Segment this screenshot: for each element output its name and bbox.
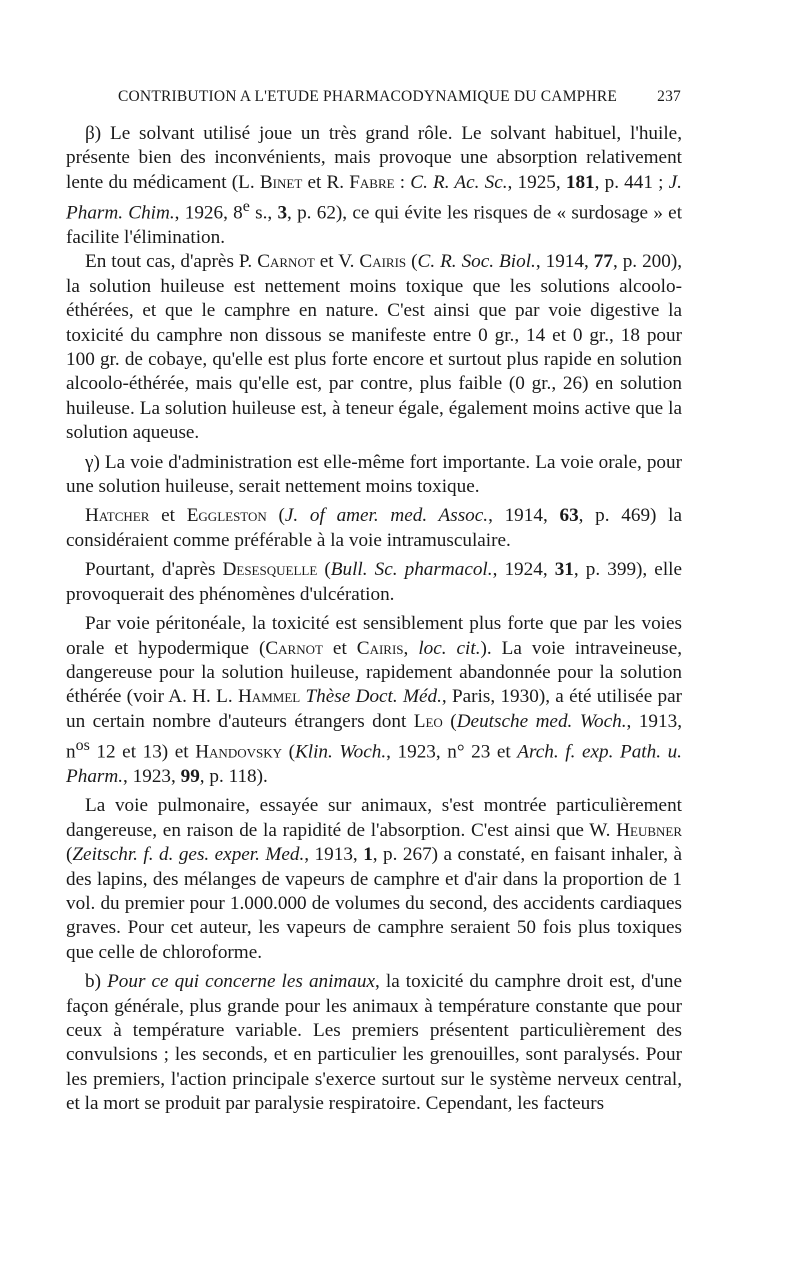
text-run: , 1913, [304, 844, 364, 866]
text-run: γ) La voie d'administration est elle-même fort importante. La voie orale, pour une solution huileuse, serait nettement moins toxique. [66, 451, 682, 498]
text-run: , 1913, n [66, 710, 682, 763]
text-run: , p. 441 ; [594, 171, 669, 193]
text-run: , 1926, 8 [174, 202, 243, 224]
text-run: , 1914, [488, 505, 560, 527]
page-number: 237 [657, 88, 681, 105]
text-run: , p. 200), la solution huileuse est nettement moins toxique que les solutions alcoolo-éthérées, et que le camphre en nature. C'est ainsi que par voie digestive la toxicité du camphre non dissous se manifeste entre 0 gr., 14 et 0 gr., 18 pour 100 gr. de cobaye, qu'elle est plus forte encore et surtout plus rapide en solution alcoolo-éthérée, mais qu'elle est, par contre, plus faible (0 gr., 26) en solution huileuse. La solution huileuse est, à teneur égale, également moins active que la solution aqueuse. [66, 251, 683, 444]
text-run: , Paris, 1930), a été utilisée par un certain nombre d'auteurs étrangers dont [66, 686, 683, 732]
text-run: et V. [314, 251, 360, 273]
italic-citation: C. R. Soc. Biol. [417, 251, 536, 273]
text-run: b) [85, 971, 108, 993]
text-run: ( [317, 559, 331, 581]
italic-citation: Thèse Doct. Méd. [305, 686, 442, 708]
paragraph-peritoneal [66, 612, 682, 789]
text-run: , 1923, n° 23 et [386, 741, 518, 763]
text-run: et [322, 637, 357, 659]
italic-citation: Deutsche med. Woch. [456, 710, 627, 732]
text-run: Pourtant, d'après [85, 559, 223, 581]
author-name: Carnot [257, 251, 315, 273]
paragraph-beta-solvent [66, 122, 682, 250]
author-name: Handovsky [195, 741, 282, 763]
paragraph-carnot-cairis [66, 250, 682, 445]
body-text [66, 122, 682, 1117]
text-run: ( [442, 710, 457, 732]
author-name: Hammel [237, 686, 301, 708]
text-run: ( [406, 251, 418, 273]
italic-citation: Klin. Woch. [294, 741, 387, 763]
text-run: , 1923, [123, 765, 181, 787]
paragraph-hatcher-eggleston [66, 504, 682, 553]
author-name: Binet [259, 171, 303, 193]
author-name: Heubner [616, 819, 682, 841]
bold-volume: 99 [180, 765, 200, 787]
text-run: s., [249, 202, 278, 224]
paragraph-desesquelle [66, 558, 682, 607]
italic-citation: Pour ce qui concerne les animaux [107, 971, 376, 993]
superscript: e [242, 198, 250, 216]
author-name: Eggleston [186, 505, 267, 527]
text-run: , [403, 637, 419, 659]
text-run: β) Le solvant utilisé joue un très grand rôle. Le solvant habituel, l'huile, présente bien des inconvénients, mais provoque une absorption relativement lente du médicament (L. [66, 123, 682, 193]
superscript: os [75, 737, 90, 755]
text-run: ( [66, 844, 73, 866]
bold-volume: 31 [554, 559, 574, 581]
text-run: La voie pulmonaire, essayée sur animaux, s'est montrée particulièrement dangereuse, en raison de la rapidité de l'absorption. C'est ainsi que W. [66, 795, 682, 841]
author-name: Carnot [265, 637, 323, 659]
text-run: 12 et 13) et [89, 741, 196, 763]
italic-citation: J. Pharm. Chim. [66, 171, 682, 224]
italic-citation: C. R. Ac. Sc. [410, 171, 508, 193]
text-run: , 1924, [492, 559, 555, 581]
italic-citation: J. of amer. med. Assoc. [284, 505, 489, 527]
author-name: Fabre [349, 171, 395, 193]
bold-volume: 1 [363, 844, 373, 866]
text-run: , 1925, [507, 171, 566, 193]
text-run: : [394, 171, 411, 193]
italic-citation: loc. cit. [418, 637, 481, 659]
bold-volume: 77 [593, 251, 613, 273]
author-name: Cairis [356, 637, 404, 659]
text-run: , p. 118). [199, 765, 268, 787]
italic-citation: Zeitschr. f. d. ges. exper. Med. [72, 844, 305, 866]
text-run: , p. 62), ce qui évite les risques de « surdosage » et facilite l'élimination. [66, 202, 683, 249]
text-run: , la toxicité du camphre droit est, d'une façon générale, plus grande pour les animaux à température constante que pour ceux à température variable. Les premiers présentent particulièrement des convulsions ; les seconds, et en particulier les grenouilles, sont paralysés. Pour les premiers, l'action principale s'exerce surtout sur le système nerveux central, et la mort se produit par paralysie respiratoire. Cependant, les facteurs [66, 971, 683, 1115]
author-name: Cairis [359, 251, 407, 273]
text-run: , 1914, [535, 251, 594, 273]
paragraph-gamma-route [66, 451, 682, 500]
italic-citation: Arch. f. exp. Path. u. Pharm. [66, 741, 682, 787]
author-name: Leo [413, 710, 443, 732]
paragraph-pulmonary [66, 794, 682, 965]
bold-volume: 63 [559, 505, 579, 527]
text-run: ). La voie intraveineuse, dangereuse pour la solution huileuse, rapidement abandonnée pour la solution éthérée (voir A. H. L. [66, 637, 683, 708]
paragraph-b-animals [66, 970, 682, 1116]
text-run: , p. 267) a constaté, en faisant inhaler, à des lapins, des mélanges de vapeurs de camphre et d'air dans la proportion de 1 vol. du premier pour 1.000.000 de volumes du second, des accidents cardiaques graves. Pour cet auteur, les vapeurs de camphre seraient 50 fois plus toxiques que celle de chloroforme. [66, 844, 683, 963]
italic-citation: Bull. Sc. pharmacol. [330, 559, 493, 581]
text-run: ( [282, 741, 295, 763]
text-run: ( [266, 505, 285, 527]
text-run: , p. 469) la considéraient comme préférable à la voie intramusculaire. [66, 505, 682, 551]
text-run: Par voie péritonéale, la toxicité est sensiblement plus forte que par les voies orale et hypodermique ( [66, 613, 682, 659]
bold-volume: 3 [277, 202, 288, 224]
text-run: et [149, 505, 187, 527]
running-title: CONTRIBUTION A L'ETUDE PHARMACODYNAMIQUE DU CAMPHRE [118, 88, 618, 105]
running-header [118, 88, 681, 106]
bold-volume: 181 [565, 171, 595, 193]
author-name: Desesquelle [222, 559, 318, 581]
text-run: et R. [302, 171, 350, 193]
text-run: , p. 399), elle provoquerait des phénomènes d'ulcération. [66, 559, 682, 605]
author-name: Hatcher [85, 505, 150, 527]
text-run: En tout cas, d'après P. [85, 251, 258, 273]
